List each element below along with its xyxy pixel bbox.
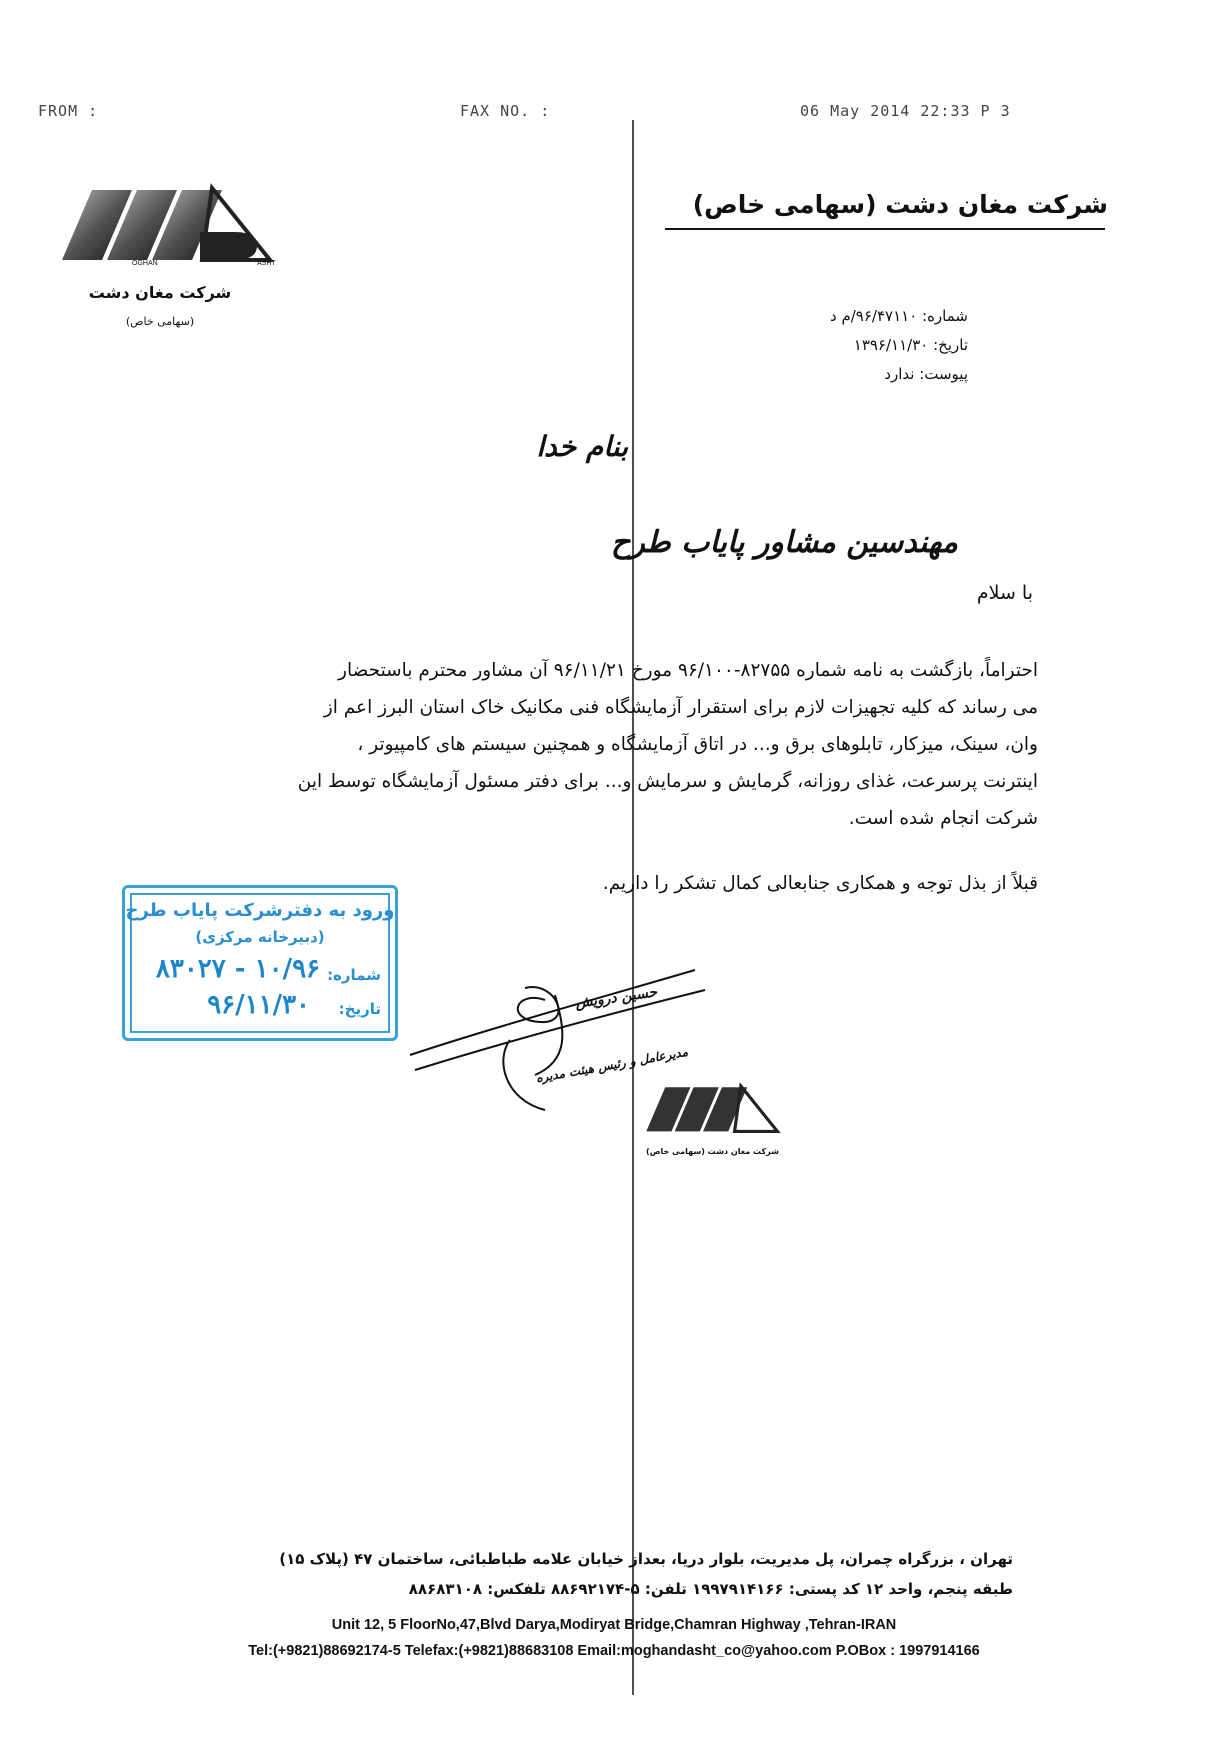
invocation: بنام خدا bbox=[536, 430, 628, 463]
stamp-title: ورود به دفترشرکت پایاب طرح bbox=[125, 900, 395, 921]
stamp-date-value: ۹۶/۱۱/۳۰ bbox=[207, 990, 310, 1020]
signer-position: مدیرعامل و رئیس هیئت مدیره bbox=[534, 1044, 689, 1086]
footer-address-en: Unit 12, 5 FloorNo,47,Blvd Darya,Modiryat Bridge,Chamran Highway ,Tehran-IRAN bbox=[331, 1617, 897, 1633]
company-seal bbox=[640, 1075, 785, 1175]
registration-stamp bbox=[122, 885, 398, 1041]
signer-name: حسین درویش bbox=[574, 984, 659, 1012]
greeting: با سلام bbox=[976, 582, 1033, 604]
fax-number-label: FAX NO. : bbox=[460, 102, 551, 120]
body-line: وان، سینک، میزکار، تابلوهای برق و... در اتاق آزمایشگاه و همچنین سیستم های کامپیوتر ، bbox=[357, 734, 1038, 755]
stamp-number-label: شماره: bbox=[327, 966, 381, 984]
stamp-subtitle: (دبیرخانه مرکزی) bbox=[195, 928, 325, 946]
letter-body bbox=[178, 652, 1038, 837]
body-line: اینترنت پرسرعت، غذای روزانه، گرمایش و سرمایش و... برای دفتر مسئول آزمایشگاه توسط این bbox=[297, 771, 1038, 792]
closing: قبلاً از بذل توجه و همکاری جنابعالی کمال تشکر را داریم. bbox=[602, 873, 1038, 894]
scan-fold-line bbox=[632, 120, 634, 1695]
logo-subcaption: (سهامی خاص) bbox=[125, 315, 195, 328]
fax-timestamp: 06 May 2014 22:33 P 3 bbox=[800, 102, 1011, 120]
logo-caption: شرکت مغان دشت bbox=[88, 283, 232, 302]
reference-block bbox=[830, 302, 968, 389]
recipient: مهندسین مشاور پایاب طرح bbox=[610, 525, 958, 560]
stamp-date-label: تاریخ: bbox=[338, 1000, 381, 1018]
footer-address-fa-1: تهران ، بزرگراه چمران، پل مدیریت، بلوار دریا، بعداز خیابان علامه طباطبائی، ساختمان ۴۷ (پلاک ۱۵) bbox=[279, 1550, 1013, 1568]
footer-address-fa-2: طبقه پنجم، واحد ۱۲ کد پستی: ۱۹۹۷۹۱۴۱۶۶ تلفن: ۵-۸۸۶۹۲۱۷۴ تلفکس: ۸۸۶۸۳۱۰۸ bbox=[408, 1580, 1013, 1598]
company-title: شرکت مغان دشت (سهامی خاص) bbox=[692, 190, 1108, 219]
logo-small-top: OGHAN bbox=[132, 260, 158, 267]
reference-number: شماره: ۹۶/۴۷۱۱۰/م د bbox=[830, 307, 968, 325]
company-logo bbox=[52, 180, 282, 280]
stamp-number-value: ۱۰/۹۶ - ۸۳۰۲۷ bbox=[155, 954, 320, 984]
body-line: احتراماً، بازگشت به نامه شماره ۸۲۷۵۵-۹۶/۱۰۰ مورخ ۹۶/۱۱/۲۱ آن مشاور محترم باستحضار bbox=[338, 660, 1038, 681]
reference-attachment: پیوست: ندارد bbox=[884, 365, 968, 383]
title-underline bbox=[665, 228, 1105, 230]
body-line: شرکت انجام شده است. bbox=[848, 808, 1038, 829]
logo-small-bottom: ASHT bbox=[257, 260, 276, 267]
footer-contact-en: Tel:(+9821)88692174-5 Telefax:(+9821)88683108 Email:moghandasht_co@yahoo.com P.OBox : 1997914166 bbox=[248, 1643, 980, 1659]
md-logo-icon bbox=[52, 180, 282, 280]
fax-from-label: FROM : bbox=[38, 102, 99, 120]
seal-logo-icon bbox=[640, 1075, 785, 1150]
body-line: می رساند که کلیه تجهیزات لازم برای استقرار آزمایشگاه فنی مکانیک خاک استان البرز اعم از bbox=[323, 697, 1038, 718]
seal-text: شرکت مغان دشت (سهامی خاص) bbox=[646, 1147, 779, 1156]
reference-date: تاریخ: ۱۳۹۶/۱۱/۳۰ bbox=[853, 336, 968, 354]
